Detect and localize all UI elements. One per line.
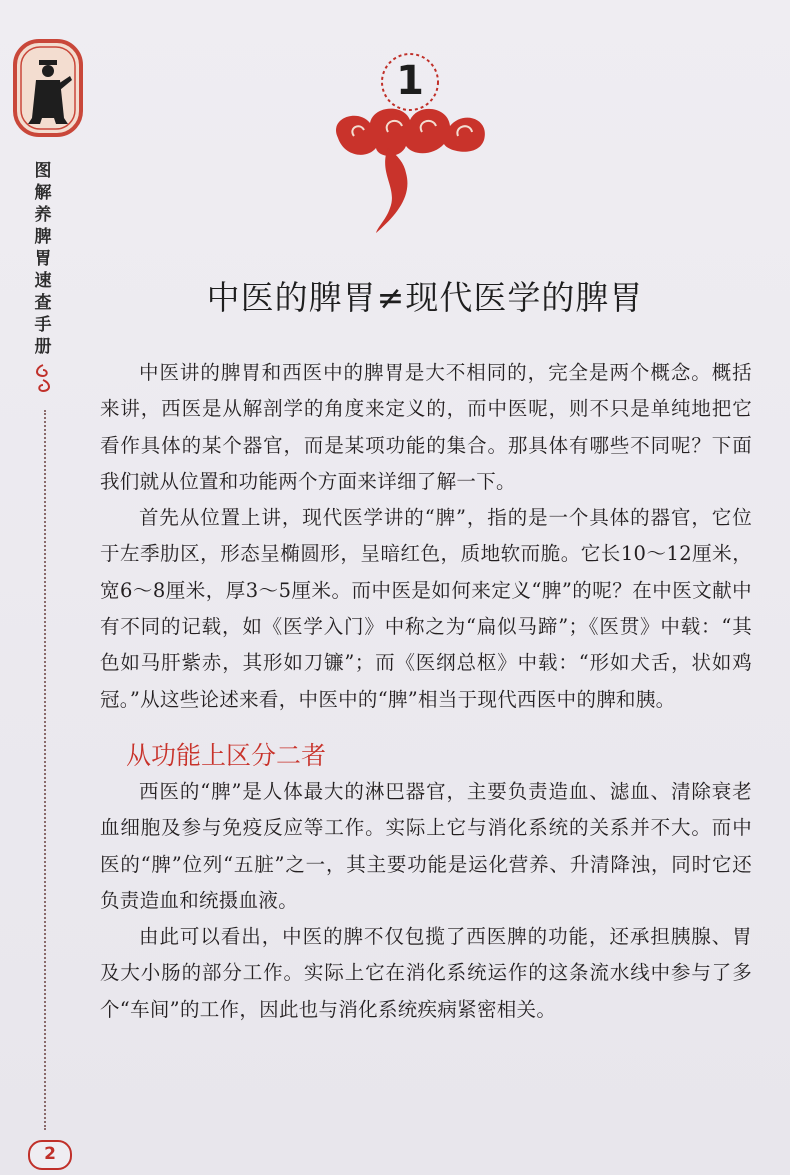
sidebar-dotted-rule (44, 410, 46, 1130)
paragraph: 中医讲的脾胃和西医中的脾胃是大不相同的，完全是两个概念。概括来讲，西医是从解剖学的角度来定义的，而中医呢，则不只是单纯地把它看作具体的某个器官，而是某项功能的集合。那具体有哪些不同呢？下面我们就从位置和功能两个方面来详细了解一下。 (100, 361, 752, 493)
scholar-badge-icon (12, 38, 84, 138)
book-title: 图解养脾胃速查手册 (34, 161, 52, 357)
swirl-ornament-icon (30, 362, 56, 398)
page-number: 2 (28, 1140, 72, 1170)
section-heading: 从功能上区分二者 (126, 740, 327, 770)
paragraph: 首先从位置上讲，现代医学讲的“脾”，指的是一个具体的器官，它位于左季肋区，形态呈椭圆形，呈暗红色，质地软而脆。它长10～12厘米，宽6～8厘米，厚3～5厘米。而中医是如何来定义“脾”的呢？在中医文献中有不同的记载，如《医学入门》中称之为“扁似马蹄”；《医贯》中载：“其色如马肝紫赤，其形如刀镰”；而《医纲总枢》中载：“形如犬舌，状如鸡冠。”从这些论述来看，中医中的“脾”相当于现代西医中的脾和胰。 (100, 506, 752, 711)
paragraph: 西医的“脾”是人体最大的淋巴器官，主要负责造血、滤血、清除衰老血细胞及参与免疫反应等工作。实际上它与消化系统的关系并不大。而中医的“脾”位列“五脏”之一，其主要功能是运化营养、升清降浊，同时它还负责造血和统摄血液。 (100, 779, 752, 912)
paragraph: 由此可以看出，中医的脾不仅包揽了西医脾的功能，还承担胰腺、胃及大小肠的部分工作。实际上它在消化系统运作的这条流水线中参与了多个“车间”的工作，因此也与消化系统疾病紧密相关。 (100, 925, 752, 1021)
chapter-number: 1 (396, 58, 424, 104)
body-text (100, 355, 752, 1028)
chapter-title: 中医的脾胃≠现代医学的脾胃 (206, 278, 644, 317)
